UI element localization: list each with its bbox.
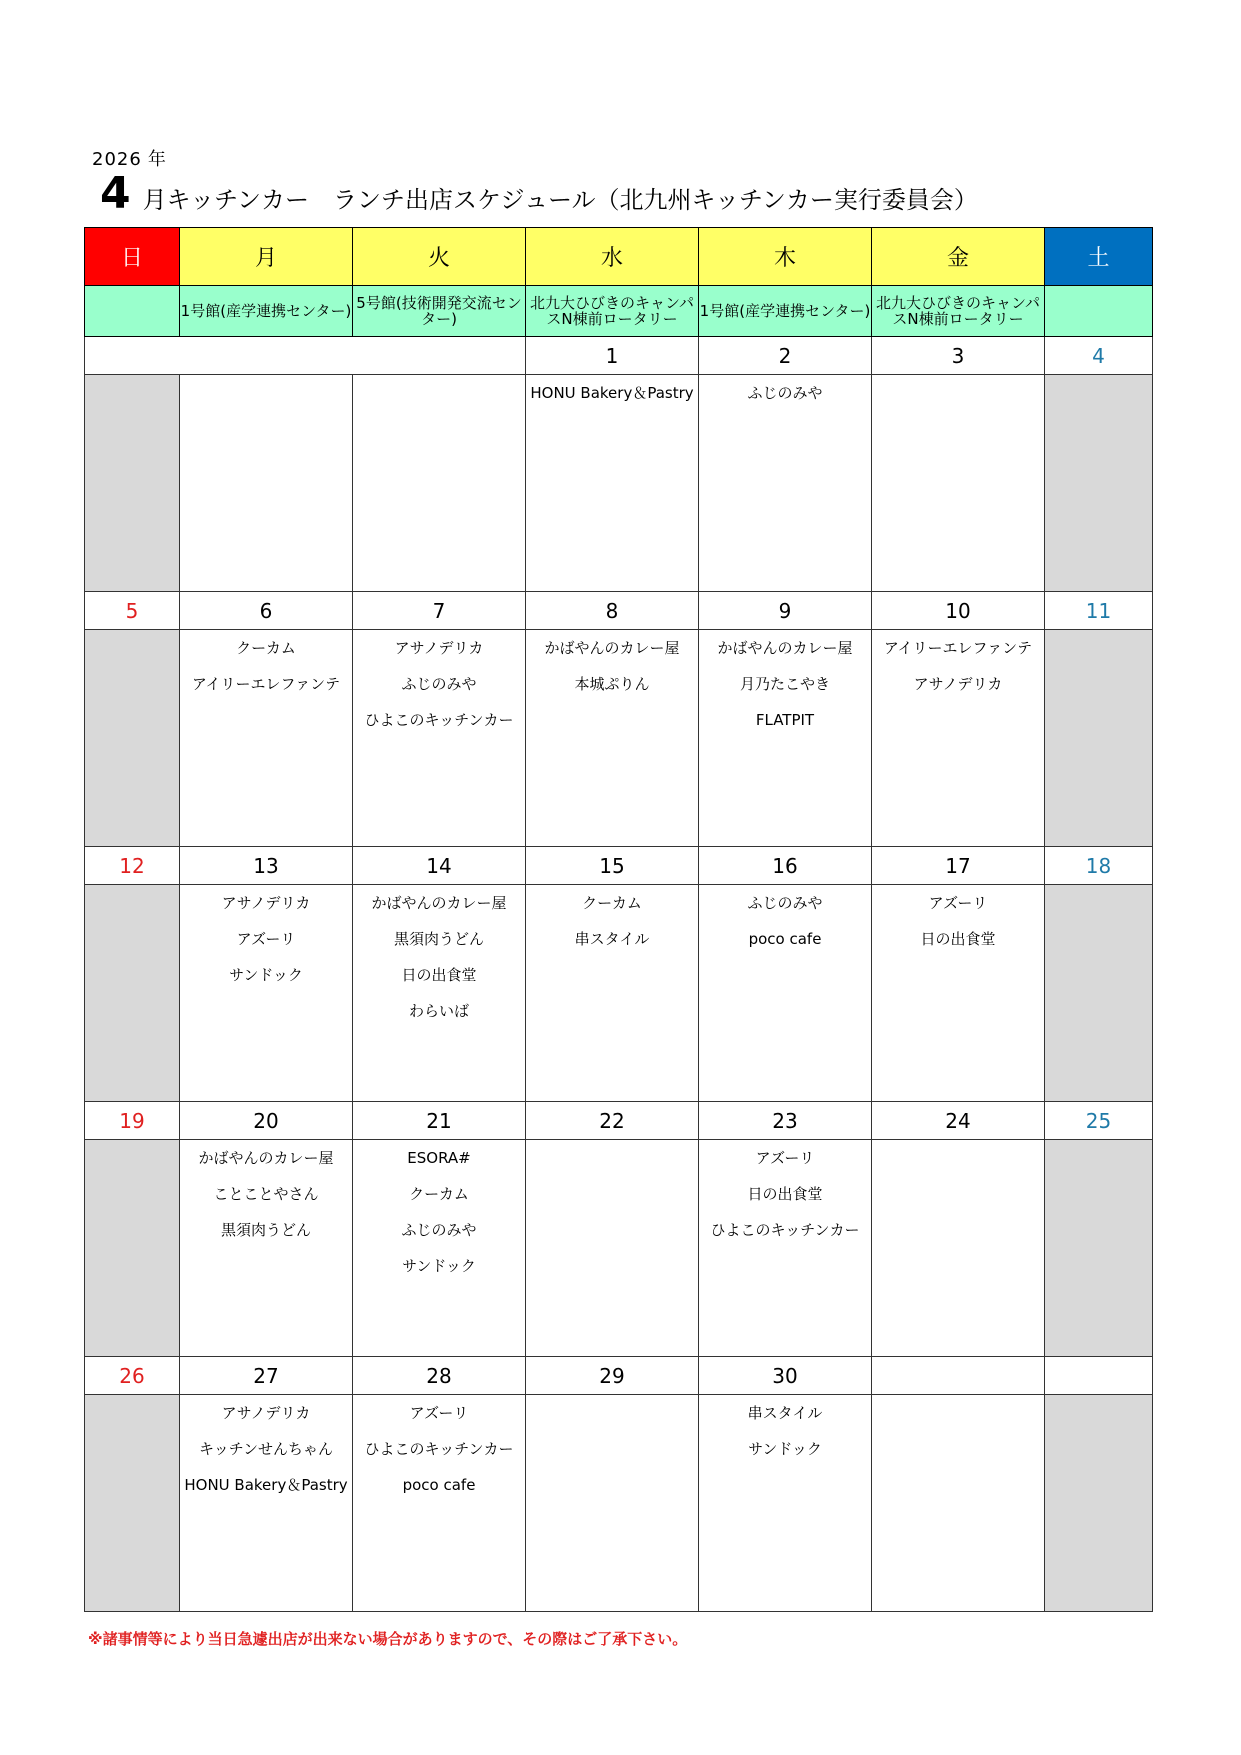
date-number: 25 bbox=[1045, 1102, 1153, 1140]
date-number bbox=[180, 337, 353, 375]
day-cell bbox=[699, 885, 872, 1102]
vendor-name: アサノデリカ bbox=[221, 1404, 311, 1422]
vendor-name: ふじのみや bbox=[401, 1221, 477, 1239]
title-line bbox=[100, 168, 978, 218]
date-number: 17 bbox=[872, 847, 1045, 885]
vendor-name: アズーリ bbox=[409, 1404, 469, 1422]
day-cell bbox=[353, 1395, 526, 1612]
day-cell bbox=[872, 885, 1045, 1102]
date-row bbox=[85, 592, 1153, 630]
date-number: 24 bbox=[872, 1102, 1045, 1140]
date-number: 11 bbox=[1045, 592, 1153, 630]
vendor-name: ひよこのキッチンカー bbox=[364, 711, 514, 729]
date-number: 8 bbox=[526, 592, 699, 630]
location-tuesday: 5号館(技術開発交流センター) bbox=[353, 286, 526, 337]
vendor-name: アサノデリカ bbox=[394, 639, 484, 657]
location-saturday bbox=[1045, 286, 1153, 337]
vendor-name: 本城ぷりん bbox=[574, 675, 650, 693]
day-cell bbox=[85, 1395, 180, 1612]
vendor-name: 黒須肉うどん bbox=[220, 1221, 311, 1239]
day-cell bbox=[180, 1395, 353, 1612]
date-number: 23 bbox=[699, 1102, 872, 1140]
day-cell bbox=[699, 1395, 872, 1612]
day-cell bbox=[1045, 375, 1153, 592]
vendor-row bbox=[85, 375, 1153, 592]
day-cell bbox=[872, 375, 1045, 592]
vendor-name: 日の出食堂 bbox=[920, 930, 996, 948]
day-cell bbox=[1045, 630, 1153, 847]
vendor-name: ふじのみや bbox=[747, 894, 823, 912]
day-cell bbox=[180, 1140, 353, 1357]
weekday-saturday: 土 bbox=[1045, 228, 1153, 286]
page-title: 月キッチンカー ランチ出店スケジュール（北九州キッチンカー実行委員会） bbox=[142, 186, 978, 214]
weekday-monday: 月 bbox=[180, 228, 353, 286]
location-row bbox=[85, 286, 1153, 337]
vendor-name: かばやんのカレー屋 bbox=[717, 639, 853, 657]
vendor-name: ひよこのキッチンカー bbox=[710, 1221, 860, 1239]
date-number: 13 bbox=[180, 847, 353, 885]
date-number: 16 bbox=[699, 847, 872, 885]
weekday-friday: 金 bbox=[872, 228, 1045, 286]
day-cell bbox=[1045, 1395, 1153, 1612]
day-cell bbox=[180, 630, 353, 847]
date-number: 1 bbox=[526, 337, 699, 375]
day-cell bbox=[526, 885, 699, 1102]
weekday-thursday: 木 bbox=[699, 228, 872, 286]
vendor-name: かばやんのカレー屋 bbox=[198, 1149, 334, 1167]
vendor-name: 月乃たこやき bbox=[739, 675, 830, 693]
date-number: 22 bbox=[526, 1102, 699, 1140]
vendor-name: アイリーエレファンテ bbox=[883, 639, 1033, 657]
vendor-name: かばやんのカレー屋 bbox=[371, 894, 507, 912]
vendor-name: ふじのみや bbox=[747, 384, 823, 402]
day-cell bbox=[85, 630, 180, 847]
notice-text: ※諸事情等により当日急遽出店が出来ない場合がありますので、その際はご了承下さい。 bbox=[88, 1630, 688, 1648]
date-number: 27 bbox=[180, 1357, 353, 1395]
date-number: 19 bbox=[85, 1102, 180, 1140]
date-row bbox=[85, 847, 1153, 885]
vendor-name: クーカム bbox=[236, 639, 296, 657]
day-cell bbox=[353, 630, 526, 847]
weekday-sunday: 日 bbox=[85, 228, 180, 286]
day-cell bbox=[526, 630, 699, 847]
vendor-name: ひよこのキッチンカー bbox=[364, 1440, 514, 1458]
date-number bbox=[85, 337, 180, 375]
date-number bbox=[872, 1357, 1045, 1395]
schedule-calendar bbox=[84, 227, 1153, 1612]
location-wednesday: 北九大ひびきのキャンパスN棟前ロータリー bbox=[526, 286, 699, 337]
day-cell bbox=[526, 1140, 699, 1357]
date-number: 6 bbox=[180, 592, 353, 630]
vendor-name: 日の出食堂 bbox=[401, 966, 477, 984]
vendor-name: アサノデリカ bbox=[221, 894, 311, 912]
vendor-name: かばやんのカレー屋 bbox=[544, 639, 680, 657]
vendor-name: HONU Bakery＆Pastry bbox=[530, 384, 694, 402]
date-row bbox=[85, 1102, 1153, 1140]
vendor-name: 串スタイル bbox=[574, 930, 650, 948]
day-cell bbox=[526, 1395, 699, 1612]
weekday-header-row bbox=[85, 228, 1153, 286]
day-cell bbox=[526, 375, 699, 592]
day-cell bbox=[872, 1395, 1045, 1612]
vendor-row bbox=[85, 1395, 1153, 1612]
vendor-name: クーカム bbox=[582, 894, 642, 912]
date-number: 3 bbox=[872, 337, 1045, 375]
vendor-name: ことことやさん bbox=[213, 1185, 319, 1203]
date-number: 28 bbox=[353, 1357, 526, 1395]
date-number: 7 bbox=[353, 592, 526, 630]
year-unit: 年 bbox=[147, 149, 166, 170]
day-cell bbox=[699, 1140, 872, 1357]
vendor-row bbox=[85, 630, 1153, 847]
vendor-name: ESORA# bbox=[407, 1149, 471, 1167]
day-cell bbox=[699, 375, 872, 592]
date-number: 14 bbox=[353, 847, 526, 885]
weekday-wednesday: 水 bbox=[526, 228, 699, 286]
vendor-name: サンドック bbox=[748, 1440, 822, 1458]
date-number: 2 bbox=[699, 337, 872, 375]
vendor-name: 串スタイル bbox=[747, 1404, 823, 1422]
day-cell bbox=[872, 630, 1045, 847]
vendor-name: poco cafe bbox=[402, 1476, 476, 1494]
vendor-name: 黒須肉うどん bbox=[393, 930, 484, 948]
vendor-name: poco cafe bbox=[748, 930, 822, 948]
location-sunday bbox=[85, 286, 180, 337]
date-number: 18 bbox=[1045, 847, 1153, 885]
day-cell bbox=[872, 1140, 1045, 1357]
day-cell bbox=[353, 885, 526, 1102]
vendor-name: HONU Bakery＆Pastry bbox=[184, 1476, 348, 1494]
vendor-name: キッチンせんちゃん bbox=[199, 1440, 333, 1458]
date-number: 15 bbox=[526, 847, 699, 885]
vendor-name: アズーリ bbox=[755, 1149, 815, 1167]
date-number: 20 bbox=[180, 1102, 353, 1140]
vendor-name: アズーリ bbox=[928, 894, 988, 912]
day-cell bbox=[180, 375, 353, 592]
day-cell bbox=[353, 375, 526, 592]
day-cell bbox=[85, 1140, 180, 1357]
day-cell bbox=[699, 630, 872, 847]
month-number: 4 bbox=[100, 168, 131, 219]
vendor-name: アサノデリカ bbox=[913, 675, 1003, 693]
vendor-row bbox=[85, 1140, 1153, 1357]
date-number: 5 bbox=[85, 592, 180, 630]
weekday-tuesday: 火 bbox=[353, 228, 526, 286]
location-monday: 1号館(産学連携センター) bbox=[180, 286, 353, 337]
date-number: 21 bbox=[353, 1102, 526, 1140]
year-number: 2026 bbox=[92, 149, 142, 170]
date-number: 30 bbox=[699, 1357, 872, 1395]
date-number: 4 bbox=[1045, 337, 1153, 375]
date-number bbox=[353, 337, 526, 375]
vendor-name: 日の出食堂 bbox=[747, 1185, 823, 1203]
date-number: 29 bbox=[526, 1357, 699, 1395]
vendor-name: FLATPIT bbox=[755, 711, 815, 729]
location-thursday: 1号館(産学連携センター) bbox=[699, 286, 872, 337]
vendor-row bbox=[85, 885, 1153, 1102]
day-cell bbox=[85, 885, 180, 1102]
day-cell bbox=[1045, 885, 1153, 1102]
vendor-name: サンドック bbox=[229, 966, 303, 984]
date-number bbox=[1045, 1357, 1153, 1395]
vendor-name: アズーリ bbox=[236, 930, 296, 948]
vendor-name: アイリーエレファンテ bbox=[191, 675, 341, 693]
day-cell bbox=[180, 885, 353, 1102]
date-number: 9 bbox=[699, 592, 872, 630]
date-number: 12 bbox=[85, 847, 180, 885]
day-cell bbox=[353, 1140, 526, 1357]
date-number: 10 bbox=[872, 592, 1045, 630]
vendor-name: わらいば bbox=[408, 1002, 469, 1020]
vendor-name: ふじのみや bbox=[401, 675, 477, 693]
vendor-name: クーカム bbox=[409, 1185, 469, 1203]
date-number: 26 bbox=[85, 1357, 180, 1395]
day-cell bbox=[85, 375, 180, 592]
location-friday: 北九大ひびきのキャンパスN棟前ロータリー bbox=[872, 286, 1045, 337]
day-cell bbox=[1045, 1140, 1153, 1357]
date-row bbox=[85, 337, 1153, 375]
date-row bbox=[85, 1357, 1153, 1395]
vendor-name: サンドック bbox=[402, 1257, 476, 1275]
